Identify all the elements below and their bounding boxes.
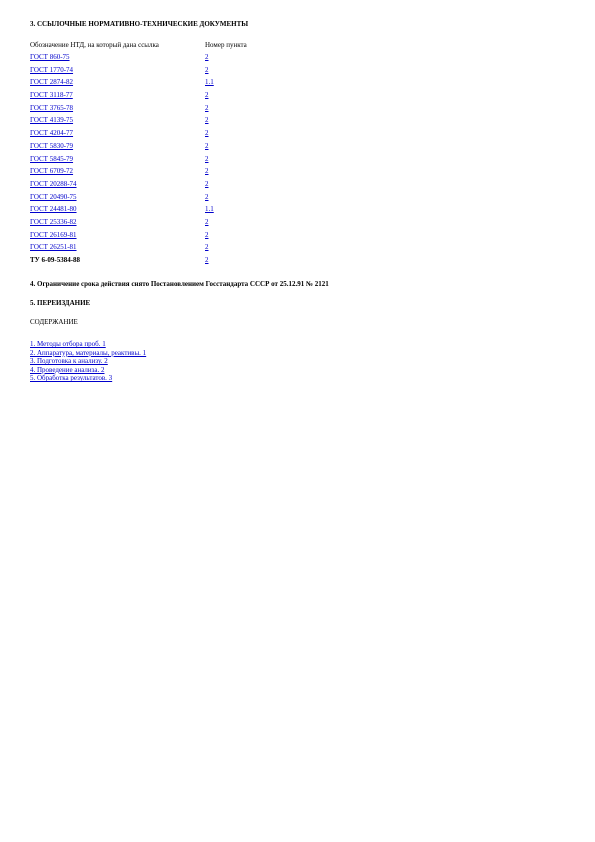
toc-link-preparation[interactable]: 3. Подготовка к анализу. 2 xyxy=(30,357,108,366)
document-link[interactable]: ГОСТ 5845-79 xyxy=(30,154,74,163)
item-number-cell xyxy=(203,205,251,218)
toc-link-analysis[interactable]: 4. Проведение анализа. 2 xyxy=(30,365,105,374)
item-number-link[interactable]: 2 xyxy=(205,103,209,112)
document-cell xyxy=(28,256,203,269)
table-row xyxy=(28,218,251,231)
document-cell xyxy=(28,53,203,66)
item-number-cell xyxy=(203,155,251,168)
document-cell xyxy=(28,218,203,231)
toc-link-equipment[interactable]: 2. Аппаратура, материалы, реактивы. 1 xyxy=(30,348,147,357)
item-number-link[interactable]: 2 xyxy=(205,154,209,163)
item-number-cell xyxy=(203,53,251,66)
table-row xyxy=(28,129,251,142)
item-number-cell xyxy=(203,167,251,180)
toc-item xyxy=(30,366,146,375)
item-number-cell xyxy=(203,129,251,142)
item-number-cell xyxy=(203,66,251,79)
item-number-cell xyxy=(203,116,251,129)
item-number-cell xyxy=(203,78,251,91)
document-cell xyxy=(28,243,203,256)
document-label: ТУ 6-09-5384-88 xyxy=(30,256,81,264)
table-row xyxy=(28,104,251,117)
toc-link-results[interactable]: 5. Обработка результатов. 3 xyxy=(30,374,113,383)
toc-item xyxy=(30,357,146,366)
section-3-heading: 3. ССЫЛОЧНЫЕ НОРМАТИВНО-ТЕХНИЧЕСКИЕ ДОКУМЕНТЫ xyxy=(30,20,249,28)
item-number-link[interactable]: 2 xyxy=(205,192,209,201)
document-cell xyxy=(28,104,203,117)
table-row xyxy=(28,142,251,155)
item-number-link[interactable]: 2 xyxy=(205,53,209,61)
table-row xyxy=(28,167,251,180)
document-cell xyxy=(28,205,203,218)
table-row xyxy=(28,180,251,193)
table-row xyxy=(28,66,251,79)
table-header-row xyxy=(28,41,251,53)
document-cell xyxy=(28,193,203,206)
table-row xyxy=(28,155,251,168)
toc-link-methods[interactable]: 1. Методы отбора проб. 1 xyxy=(30,340,106,348)
toc-item xyxy=(30,340,146,349)
item-number-link[interactable]: 1.1 xyxy=(205,78,214,87)
toc-title: СОДЕРЖАНИЕ xyxy=(30,318,78,326)
document-cell xyxy=(28,66,203,79)
item-number-link[interactable]: 2 xyxy=(205,179,209,188)
table-row xyxy=(28,53,251,66)
document-cell xyxy=(28,142,203,155)
item-number-link[interactable]: 2 xyxy=(205,243,209,252)
references-table-body xyxy=(28,53,251,269)
item-number-link[interactable]: 2 xyxy=(205,167,209,176)
document-cell xyxy=(28,129,203,142)
item-number-link[interactable]: 2 xyxy=(205,230,209,239)
section-5-heading: 5. ПЕРЕИЗДАНИЕ xyxy=(30,299,91,307)
document-cell xyxy=(28,180,203,193)
item-number-link[interactable]: 2 xyxy=(205,91,209,100)
table-row xyxy=(28,256,251,269)
toc-item xyxy=(30,374,146,383)
item-number-cell xyxy=(203,104,251,117)
item-number-cell xyxy=(203,231,251,244)
item-number-cell xyxy=(203,142,251,155)
item-number-cell xyxy=(203,193,251,206)
table-row xyxy=(28,243,251,256)
document-link[interactable]: ГОСТ 3765-78 xyxy=(30,103,74,112)
table-row xyxy=(28,91,251,104)
document-link[interactable]: ГОСТ 3118-77 xyxy=(30,91,73,100)
item-number-link[interactable]: 2 xyxy=(205,65,209,74)
item-number-cell xyxy=(203,243,251,256)
document-link[interactable]: ГОСТ 2874-82 xyxy=(30,78,74,87)
document-link[interactable]: ГОСТ 4139-75 xyxy=(30,116,74,125)
section-4-text: 4. Ограничение срока действия снято Постановлением Госстандарта СССР от 25.12.91 № 2121 xyxy=(30,280,329,288)
document-link[interactable]: ГОСТ 860-75 xyxy=(30,53,70,61)
document-link[interactable]: ГОСТ 26251-81 xyxy=(30,243,77,252)
table-row xyxy=(28,116,251,129)
document-link[interactable]: ГОСТ 20288-74 xyxy=(30,179,77,188)
document-link[interactable]: ГОСТ 24481-80 xyxy=(30,205,77,214)
table-row xyxy=(28,193,251,206)
toc-item xyxy=(30,349,146,358)
item-number-link[interactable]: 2 xyxy=(205,129,209,138)
item-number-link[interactable]: 2 xyxy=(205,217,209,226)
item-number-link[interactable]: 2 xyxy=(205,141,209,150)
item-number-cell xyxy=(203,218,251,231)
document-cell xyxy=(28,167,203,180)
document-link[interactable]: ГОСТ 4204-77 xyxy=(30,129,74,138)
column-header-item-number: Номер пункта xyxy=(205,41,247,49)
document-cell xyxy=(28,231,203,244)
document-link[interactable]: ГОСТ 20490-75 xyxy=(30,192,77,201)
document-link[interactable]: ГОСТ 5830-79 xyxy=(30,141,74,150)
table-row xyxy=(28,205,251,218)
document-link[interactable]: ГОСТ 6709-72 xyxy=(30,167,74,176)
table-row xyxy=(28,231,251,244)
table-row xyxy=(28,78,251,91)
document-link[interactable]: ГОСТ 1770-74 xyxy=(30,65,74,74)
item-number-link[interactable]: 2 xyxy=(205,256,209,264)
document-cell xyxy=(28,91,203,104)
document-cell xyxy=(28,116,203,129)
item-number-cell xyxy=(203,180,251,193)
document-link[interactable]: ГОСТ 26169-81 xyxy=(30,230,77,239)
references-table xyxy=(28,41,251,269)
column-header-document: Обозначение НТД, на который дана ссылка xyxy=(30,41,159,49)
table-of-contents xyxy=(30,340,146,383)
item-number-link[interactable]: 1.1 xyxy=(205,205,214,214)
document-link[interactable]: ГОСТ 25336-82 xyxy=(30,217,77,226)
document-cell xyxy=(28,78,203,91)
item-number-cell xyxy=(203,256,251,269)
item-number-link[interactable]: 2 xyxy=(205,116,209,125)
document-cell xyxy=(28,155,203,168)
item-number-cell xyxy=(203,91,251,104)
